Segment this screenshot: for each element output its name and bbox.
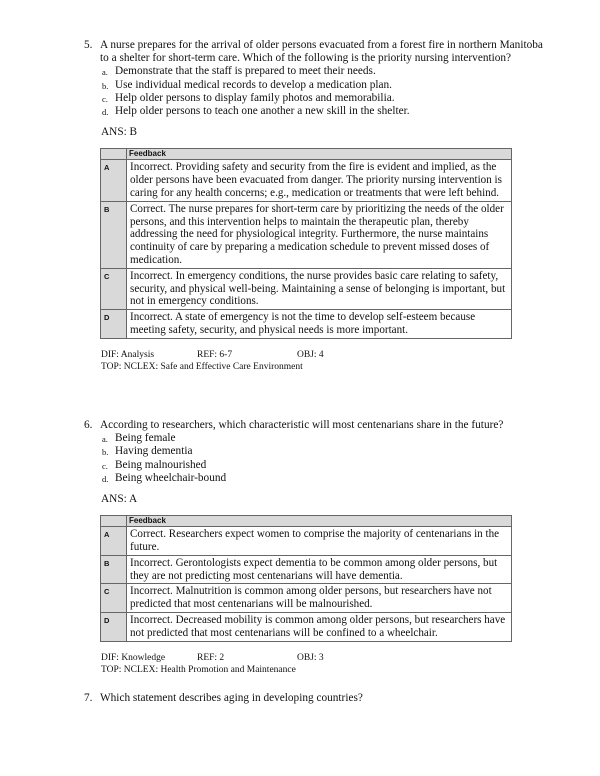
question-6	[84, 419, 544, 676]
feedback-letter: D	[101, 310, 127, 339]
feedback-text: Correct. The nurse prepares for short-term care by prioritizing the needs of the older persons, and this intervention helps to maintain the therapeutic plan, thereby addressing the need for physiological integrity. Furthermore, the nurse maintains continuity of care by preparing a medication schedule to prevent missed doses of medication.	[127, 201, 512, 268]
objective: OBJ: 4	[297, 349, 324, 360]
feedback-header-row	[101, 516, 512, 527]
feedback-letter: A	[101, 160, 127, 201]
feedback-header: Feedback	[127, 149, 512, 160]
option-a: a. Demonstrate that the staff is prepared to meet their needs.	[102, 65, 376, 78]
feedback-letter: B	[101, 201, 127, 268]
objective: OBJ: 3	[297, 652, 324, 663]
option-b: b. Use individual medical records to develop a medication plan.	[102, 78, 392, 91]
feedback-row	[101, 584, 512, 613]
feedback-header: Feedback	[127, 516, 512, 527]
question-number: 5.	[84, 39, 93, 51]
feedback-table	[100, 515, 512, 641]
reference: REF: 6-7	[197, 349, 233, 360]
question-text: According to researchers, which characteristic will most centenarians share in the future?	[100, 419, 504, 431]
option-a: a. Being female	[102, 432, 176, 445]
question-text: Which statement describes aging in developing countries?	[100, 692, 363, 704]
feedback-text: Incorrect. A state of emergency is not the time to develop self-esteem because meeting safety, security, and physical needs is more important.	[127, 310, 512, 339]
option-b: b. Having dementia	[102, 445, 193, 458]
feedback-row	[101, 268, 512, 309]
question-number: 7.	[84, 692, 93, 704]
option-c: c. Being malnourished	[102, 458, 207, 471]
feedback-row	[101, 555, 512, 584]
answer: ANS: A	[101, 493, 138, 506]
feedback-letter: D	[101, 613, 127, 642]
question-5	[84, 39, 544, 373]
question-stem	[84, 692, 544, 705]
feedback-letter: C	[101, 584, 127, 613]
feedback-text: Incorrect. Providing safety and security from the fire is evident and implied, as the older persons have been evacuated from danger. The priority nursing intervention is caring for any health concerns; e.g., medication or treatments that were left behind.	[127, 160, 512, 201]
option-d: d. Help older persons to teach one another a new skill in the shelter.	[102, 105, 410, 118]
feedback-letter: A	[101, 527, 127, 556]
feedback-text: Incorrect. Malnutrition is common among older persons, but researchers have not predicted that most centenarians will be malnourished.	[127, 584, 512, 613]
feedback-letter: B	[101, 555, 127, 584]
options-list	[84, 65, 544, 118]
feedback-row	[101, 613, 512, 642]
option-d: d. Being wheelchair-bound	[102, 471, 227, 484]
topic: TOP: NCLEX: Safe and Effective Care Environment	[101, 361, 303, 372]
difficulty: DIF: Knowledge	[101, 652, 166, 663]
feedback-header-row	[101, 149, 512, 160]
reference: REF: 2	[197, 652, 225, 663]
feedback-text: Incorrect. In emergency conditions, the nurse provides basic care relating to safety, security, and physical well-being. Maintaining a sense of belonging is important, but not in emergency conditions.	[127, 268, 512, 309]
options-list	[84, 432, 544, 485]
feedback-text: Correct. Researchers expect women to comprise the majority of centenarians in the future.	[127, 527, 512, 556]
feedback-row	[101, 160, 512, 201]
feedback-text: Incorrect. Decreased mobility is common among older persons, but researchers have not predicted that most centenarians will be confined to a wheelchair.	[127, 613, 512, 642]
question-stem	[84, 419, 544, 432]
feedback-text: Incorrect. Gerontologists expect dementia to be common among older persons, but they are not predicting most centenarians will have dementia.	[127, 555, 512, 584]
feedback-row	[101, 310, 512, 339]
question-metadata	[84, 350, 544, 374]
question-text: A nurse prepares for the arrival of older persons evacuated from a forest fire in northern Manitoba to a shelter for short-term care. Which of the following is the priority nursing intervention?	[100, 39, 543, 65]
feedback-row	[101, 527, 512, 556]
feedback-letter: C	[101, 268, 127, 309]
question-7	[84, 692, 544, 705]
answer: ANS: B	[101, 126, 138, 139]
difficulty: DIF: Analysis	[101, 349, 155, 360]
topic: TOP: NCLEX: Health Promotion and Maintenance	[101, 664, 296, 675]
feedback-table	[100, 148, 512, 338]
question-stem	[84, 39, 544, 65]
question-metadata	[84, 653, 544, 677]
feedback-row	[101, 201, 512, 268]
question-number: 6.	[84, 419, 93, 431]
option-c: c. Help older persons to display family photos and memorabilia.	[102, 91, 395, 104]
